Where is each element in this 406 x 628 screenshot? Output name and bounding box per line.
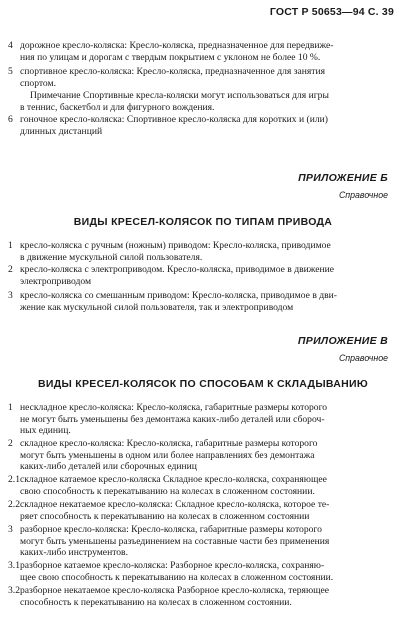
item-number: 2 (8, 438, 13, 449)
appendix-subtitle: Справочное (338, 190, 388, 200)
note-text-line: в теннис, баскетбол и для фигурного вождения. (20, 101, 215, 113)
item-text-line: длинных дистанций (20, 125, 103, 137)
list-item (8, 402, 328, 437)
appendix-v-heading (298, 335, 388, 363)
item-text-line: могут быть уменьшены разъединением на составные части без применения (20, 535, 330, 547)
item-text-line: способность к перекатыванию на колесах в сложенном состоянии. (20, 596, 292, 608)
item-text-line: жение как мускульной силой пользователя, так и электроприводом (20, 301, 294, 313)
list-item (8, 264, 335, 287)
list-item (8, 40, 334, 63)
note (20, 90, 329, 113)
item-text-line: могут быть уменьшены в одном или более направлениях без демонтажа (20, 449, 315, 461)
item-number: 3 (8, 290, 13, 301)
list-item (8, 290, 337, 313)
item-number: 1 (8, 240, 13, 251)
item-text-line: спортивное кресло-коляска: Кресло-коляска, предназначенное для занятия (20, 66, 326, 77)
list-item (8, 66, 326, 89)
list-item (8, 240, 331, 263)
item-text-line: каких-либо деталей или сборочных единиц (20, 461, 197, 472)
section-title: ВИДЫ КРЕСЕЛ-КОЛЯСОК ПО ТИПАМ ПРИВОДА (73, 216, 333, 228)
item-text-line: щее свою способность к перекатыванию на колесах в сложенном состоянии. (20, 571, 334, 583)
appendix-title: ПРИЛОЖЕНИЕ Б (298, 172, 388, 184)
list-item (8, 585, 330, 608)
item-text-line: складное кресло-коляска: Кресло-коляска, габаритные размеры которого (20, 438, 318, 449)
item-number: 4 (8, 40, 13, 51)
item-text-line: гоночное кресло-коляска: Спортивное кресло-коляска для коротких и (или) (20, 114, 328, 125)
item-text-line: кресло-коляска с ручным (ножным) приводом: Кресло-коляска, приводимое (20, 240, 331, 251)
item-number: 3.2 (8, 585, 20, 596)
item-text-line: каких-либо инструментов. (20, 547, 128, 558)
item-text-line: ряет способность к перекатыванию на колесах в сложенном состоянии (20, 510, 310, 522)
item-text-line: разборное кресло-коляска: Кресло-коляска, габаритные размеры которого (20, 524, 322, 535)
item-number: 3 (8, 524, 13, 535)
item-number: 2.1 (8, 474, 20, 485)
item-number: 5 (8, 66, 13, 77)
appendix-subtitle: Справочное (338, 353, 388, 363)
item-number: 1 (8, 402, 13, 413)
item-text-line: электроприводом (20, 275, 92, 287)
list-item (8, 114, 328, 137)
item-number: 2.2 (8, 499, 20, 510)
list-item (8, 524, 330, 559)
item-text-line: в движение мускульной силой пользователя. (20, 251, 203, 263)
appendix-title: ПРИЛОЖЕНИЕ В (297, 335, 388, 347)
item-text-line: складное некатаемое кресло-коляска: Складное кресло-коляска, которое те- (20, 499, 330, 510)
item-text-line: разборное некатаемое кресло-коляска Разборное кресло-коляска, теряющее (20, 585, 330, 596)
item-text-line: нескладное кресло-коляска: Кресло-коляска, габаритные размеры которого (20, 402, 328, 413)
item-text-line: кресло-коляска с электроприводом. Кресло-коляска, приводимое в движение (20, 264, 335, 275)
item-text-line: складное катаемое кресло-коляска Складное кресло-коляска, сохраняющее (20, 474, 327, 485)
item-text-line: не могут быть уменьшены без демонтажа каких-либо деталей или сбороч- (20, 413, 325, 425)
list-item (8, 438, 318, 473)
item-text-line: спортом. (20, 77, 57, 89)
item-text-line: кресло-коляска со смешанным приводом: Кресло-коляска, приводимое в дви- (20, 290, 337, 301)
item-number: 2 (8, 264, 13, 275)
list-item (8, 474, 327, 497)
appendix-b-heading (298, 172, 388, 200)
list-item (8, 560, 334, 583)
item-text-line: разборное катаемое кресло-коляска: Разборное кресло-коляска, сохраняю- (20, 560, 325, 571)
item-text-line: дорожное кресло-коляска: Кресло-коляска, предназначенное для передвиже- (20, 40, 334, 51)
item-text-line: ных единиц. (20, 425, 71, 436)
section-title: ВИДЫ КРЕСЕЛ-КОЛЯСОК ПО СПОСОБАМ К СКЛАДЫВАНИЮ (37, 378, 369, 390)
item-text-line: свою способность к перекатыванию на колесах в сложенном состоянии. (20, 485, 315, 497)
item-number: 3.1 (8, 560, 20, 571)
page-header: ГОСТ Р 50653—94 С. 39 (269, 6, 394, 18)
note-text-line: Примечание Спортивные кресла-коляски могут использоваться для игры (30, 90, 329, 101)
item-number: 6 (8, 114, 13, 125)
item-text-line: ния по улицам и дорогам с твердым покрытием с уклоном не более 10 %. (20, 51, 321, 63)
list-item (8, 499, 330, 522)
